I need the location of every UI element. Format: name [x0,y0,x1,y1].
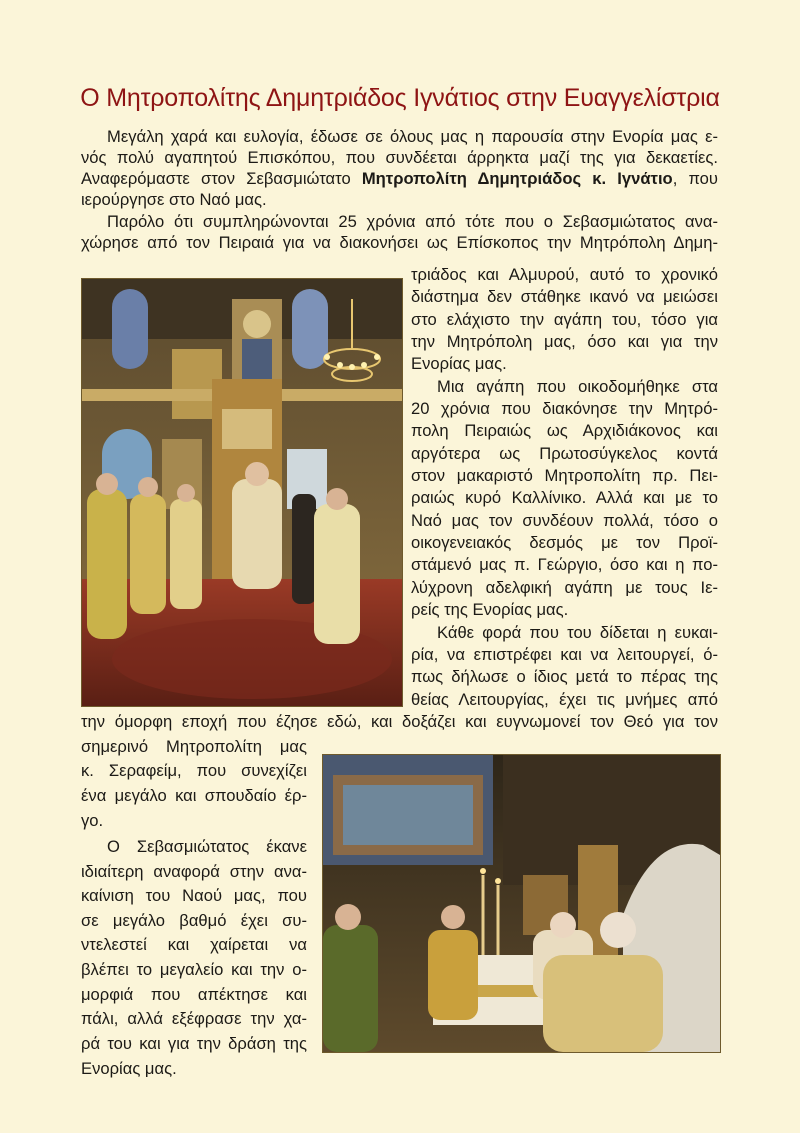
text-line: 20 χρόνια που διακόνησε την Μητρό- [411,399,718,418]
text-line: θείας Λειτουργίας, έχει τις μνήμες από [411,690,718,709]
text-line: λύχρονη αδελφική αγάπη με τους Ιε- [411,578,718,597]
text-line: βλέπει το μεγαλείο και την ο- [81,960,307,979]
text-line: στάμενό μας π. Γεώργιο, όσο και η πο- [411,555,718,574]
text-line: Ο Σεβασμιώτατος έκανε [107,837,307,856]
text-line: Μεγάλη χαρά και ευλογία, έδωσε σε όλους μας η παρουσία στην Ενορία μας ε- [107,127,718,146]
text-line-with-bold [81,168,718,189]
altar-service-photo [322,754,721,1053]
text-line: γο. [81,811,104,830]
text-line: τριάδος και Αλμυρού, αυτό το χρονικό [411,265,718,284]
text-line: σε μεγάλο βαθμό έχει συ- [81,911,307,930]
text-line: Ενορίας μας. [81,1059,177,1078]
bishop-name-bold: Μητροπολίτη Δημητριάδος κ. Ιγνάτιο [361,169,673,188]
text-line: Μια αγάπη που οικοδομήθηκε στα [437,377,718,396]
text-span: Αναφερόμαστε στον Σεβασμιώτατο [81,169,362,188]
text-line: διάστημα δεν στάθηκε ικανό να μειώσει [411,287,718,306]
text-line: Κάθε φορά που του δίδεται η ευκαι- [437,623,718,642]
text-line: την Μητρόπολη μας, όσο και για την [411,332,718,351]
text-line: ιερούργησε στο Ναό μας. [81,190,267,209]
text-line: ρείς της Ενορίας μας. [411,600,569,619]
text-line: Ενορίας μας. [411,354,507,373]
text-line: κ. Σεραφείμ, που συνεχίζει [81,761,307,780]
church-interior-illustration [82,279,402,706]
text-span: , που [672,169,718,188]
text-line: Ναό μας τον συνδέουν πολλά, τόσο ο [411,511,718,530]
text-line: Παρόλο ότι συμπληρώνονται 25 χρόνια από τότε που ο Σεβασμιώτατος ανα- [107,212,718,231]
text-line: σημερινό Μητροπολίτη μας [81,737,307,756]
text-line: οικογενειακός δεσμός με τον Προϊ- [411,533,718,552]
text-line: πάλι, αλλά εξέφρασε την χα- [81,1009,307,1028]
text-line: την όμορφη εποχή που έζησε εδώ, και δοξάζει και ευγνωμονεί τον Θεό για τον [81,712,718,731]
text-line: ρία, να επιστρέφει και να λειτουργεί, ό- [411,645,718,664]
text-line: αργότερα ως Πρωτοσύγκελος κοντά [411,444,718,463]
text-line: ραιώς κυρό Καλλίνικο. Αλλά και με το [411,488,718,507]
text-line: στο ελάχιστο την αγάπη του, τόσο για [411,310,718,329]
church-interior-photo [81,278,403,707]
text-line: νός πολύ αγαπητού Επισκόπου, που συνδέεται άρρηκτα μαζί της για δεκαετίες. [81,148,718,167]
text-line: ρά του και για την δράση της [81,1034,307,1053]
text-line: χώρησε από τον Πειραιά για να διακονήσει ως Επίσκοπος την Μητρόπολη Δημη- [81,233,718,252]
text-line: ιδιαίτερη αναφορά στην ανα- [81,862,307,881]
text-line: καίνιση του Ναού μας, που [81,886,307,905]
text-line: πως δήλωσε ο ίδιος μετά το πέρας της [411,667,718,686]
text-line: ένα μεγάλο και σπουδαίο έρ- [81,786,307,805]
article-title: Ο Μητροπολίτης Δημητριάδος Ιγνάτιος στην Ευαγγελίστρια [80,84,720,112]
text-line: μορφιά που απέκτησε και [81,985,307,1004]
text-line: στον μακαριστό Μητροπολίτη πρ. Πει- [411,466,718,485]
text-line: πολη Πειραιώς ως Αρχιδιάκονος και [411,421,718,440]
text-line: ντελεστεί και χαίρεται να [81,935,307,954]
altar-service-illustration [323,755,720,1052]
